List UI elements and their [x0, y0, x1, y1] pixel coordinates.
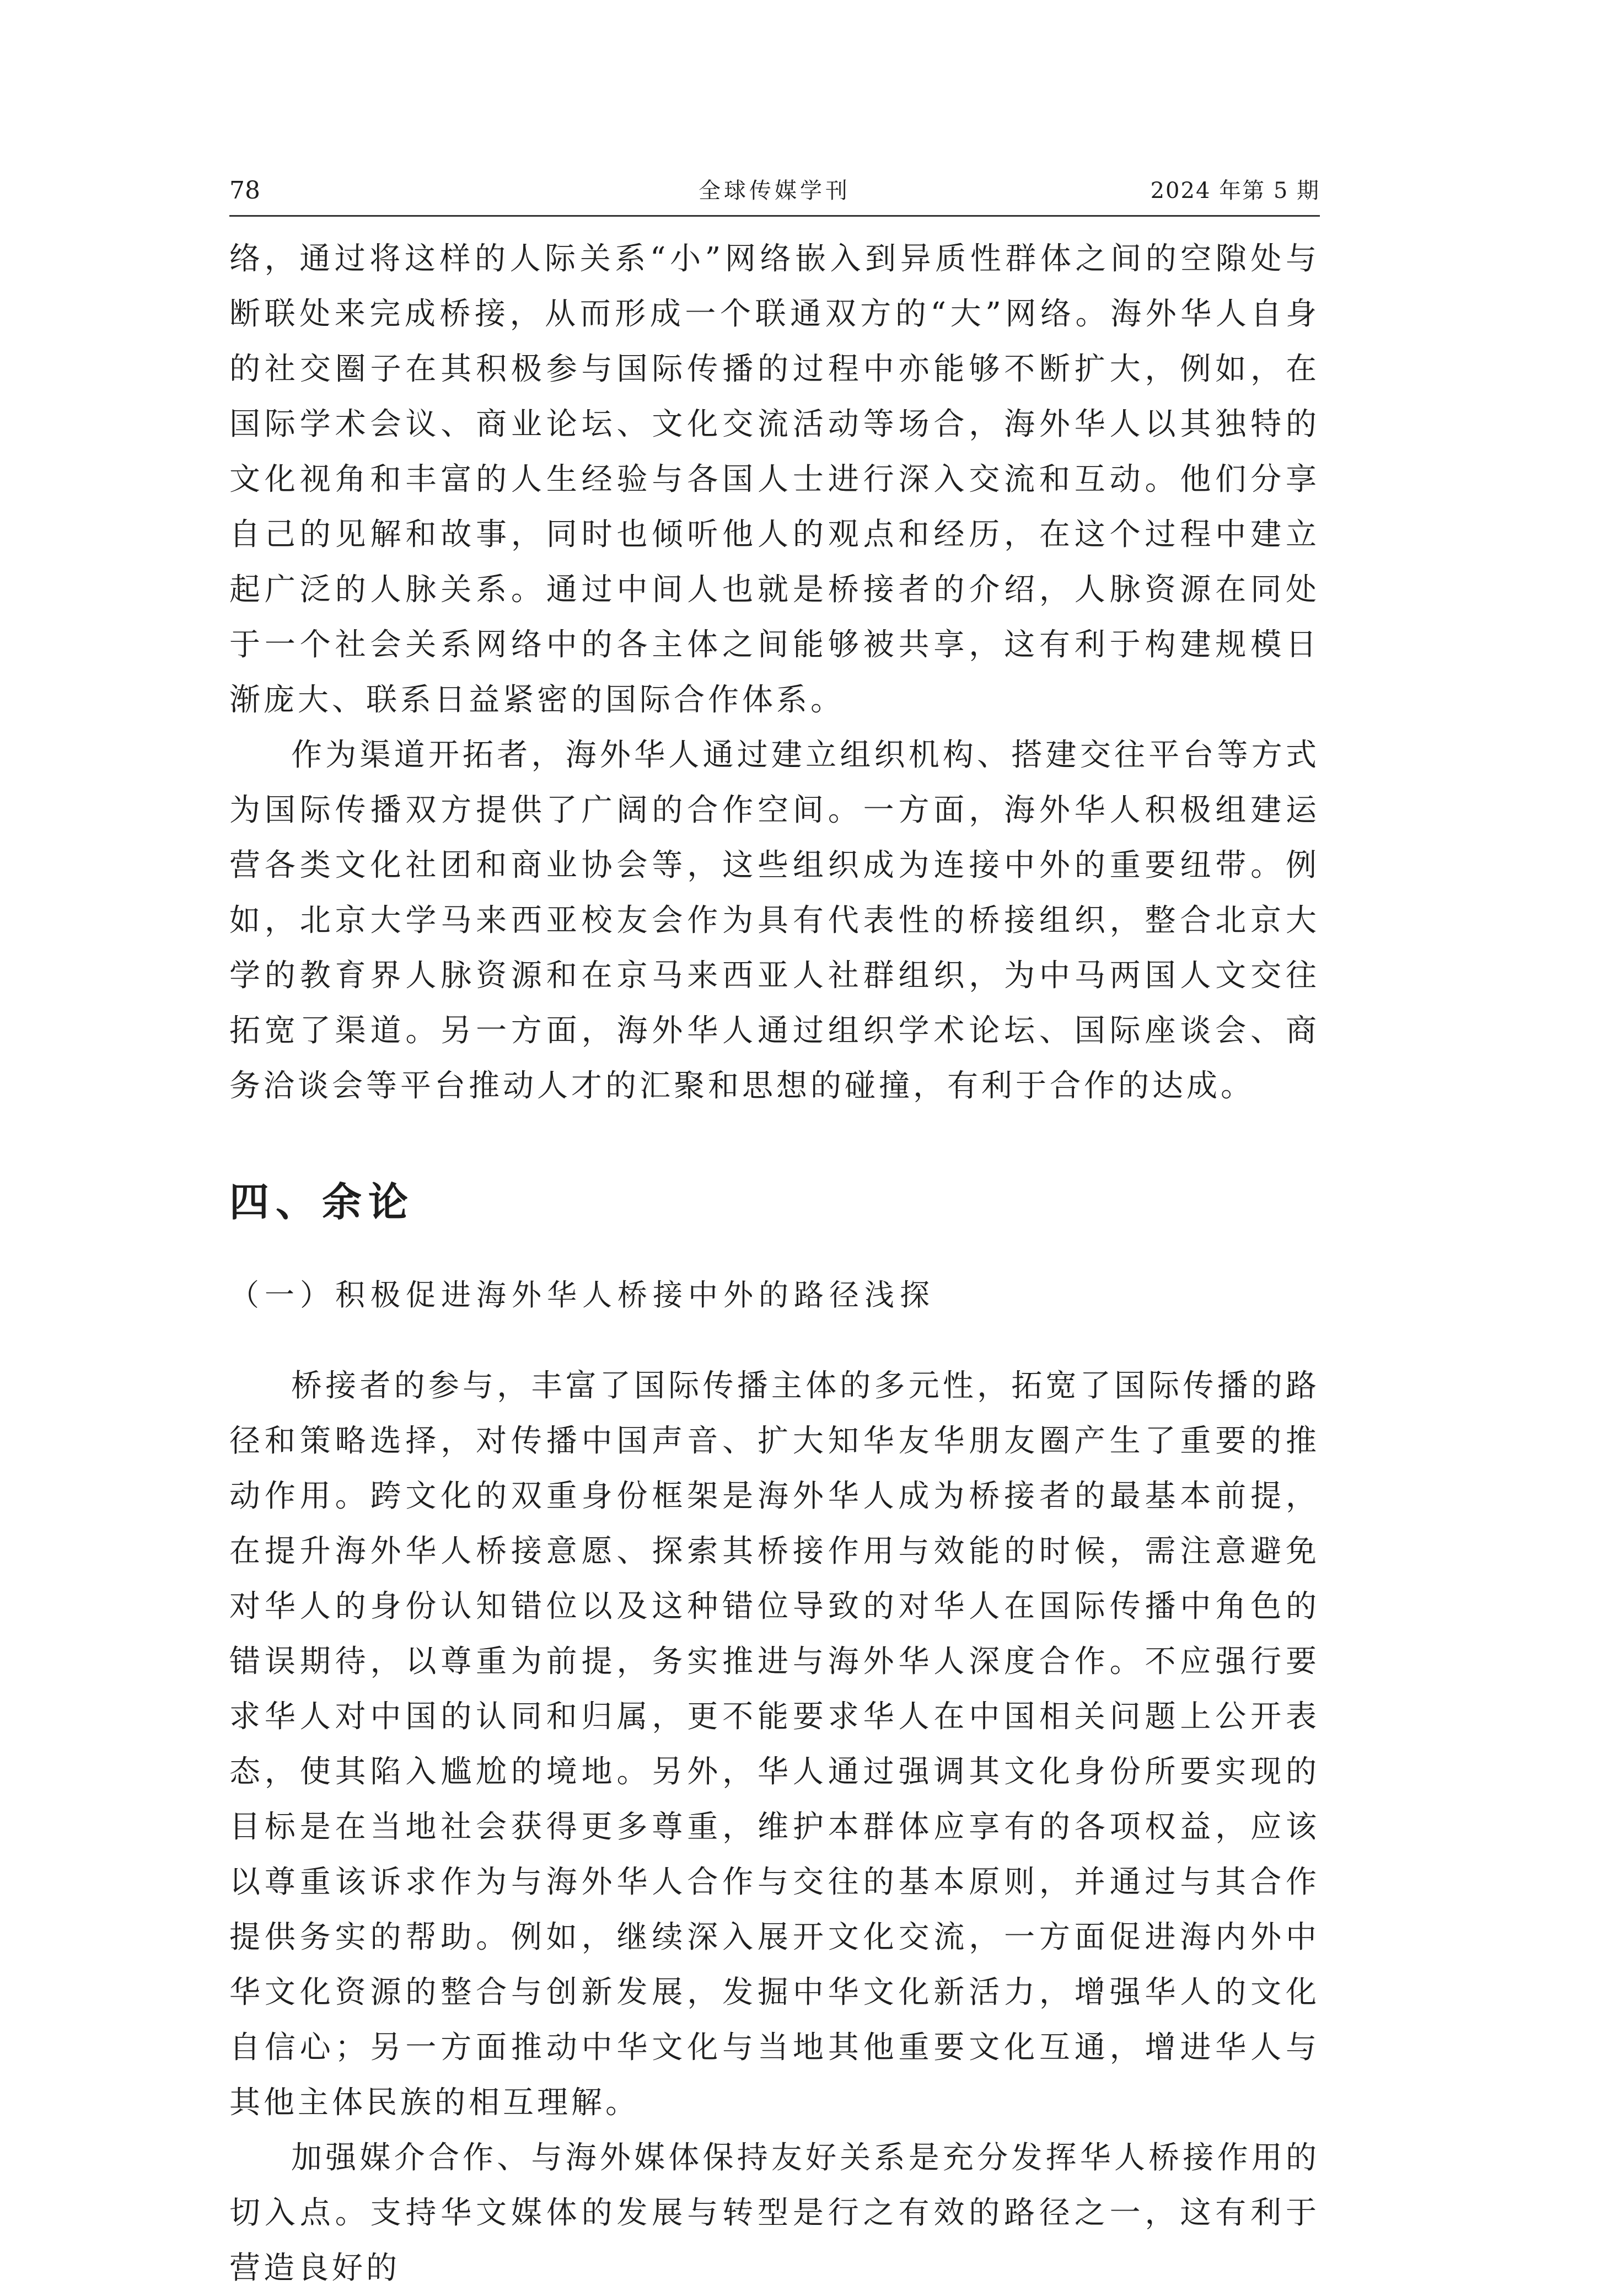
paragraph-channel-pioneer: 作为渠道开拓者，海外华人通过建立组织机构、搭建交往平台等方式为国际传播双方提供了广阔的合作空间。一方面，海外华人积极组建运营各类文化社团和商业协会等，这些组织成为连接中外的重要纽带。例如，北京大学马来西亚校友会作为具有代表性的桥接组织，整合北京大学的教育界人脉资源和在京马来西亚人社群组织，为中马两国人文交往拓宽了渠道。另一方面，海外华人通过组织学术论坛、国际座谈会、商务洽谈会等平台推动人才的汇聚和思想的碰撞，有利于合作的达成。 — [229, 737, 1320, 1104]
paragraph-bridging-participation: 桥接者的参与，丰富了国际传播主体的多元性，拓宽了国际传播的路径和策略选择，对传播中国声音、扩大知华友华朋友圈产生了重要的推动作用。跨文化的双重身份框架是海外华人成为桥接者的最基本前提，在提升海外华人桥接意愿、探索其桥接作用与效能的时候，需注意避免对华人的身份认知错位以及这种错位导致的对华人在国际传播中角色的错误期待，以尊重为前提，务实推进与海外华人深度合作。不应强行要求华人对中国的认同和归属，更不能要求华人在中国相关问题上公开表态，使其陷入尴尬的境地。另外，华人通过强调其文化身份所要实现的目标是在当地社会获得更多尊重，维护本群体应享有的各项权益，应该以尊重该诉求作为与海外华人合作与交往的基本原则，并通过与其合作提供务实的帮助。例如，继续深入展开文化交流，一方面促进海内外中华文化资源的整合与创新发展，发掘中华文化新活力，增强华人的文化自信心；另一方面推动中华文化与当地其他重要文化互通，增进华人与其他主体民族的相互理解。 — [229, 1368, 1320, 2121]
paragraph-media-cooperation: 加强媒介合作、与海外媒体保持友好关系是充分发挥华人桥接作用的切入点。支持华文媒体的发展与转型是行之有效的路径之一，这有利于营造良好的 — [229, 2140, 1320, 2286]
page-number: 78 — [229, 176, 260, 205]
subsection-heading: （一）积极促进海外华人桥接中外的路径浅探 — [229, 1278, 935, 1312]
issue-info: 2024 年第 5 期 — [1150, 178, 1320, 203]
paragraph-continuation: 络，通过将这样的人际关系“小”网络嵌入到异质性群体之间的空隙处与断联处来完成桥接，从而形成一个联通双方的“大”网络。海外华人自身的社交圈子在其积极参与国际传播的过程中亦能够不断扩大，例如，在国际学术会议、商业论坛、文化交流活动等场合，海外华人以其独特的文化视角和丰富的人生经验与各国人士进行深入交流和互动。他们分享自己的见解和故事，同时也倾听他人的观点和经历，在这个过程中建立起广泛的人脉关系。通过中间人也就是桥接者的介绍，人脉资源在同处于一个社会关系网络中的各主体之间能够被共享，这有利于构建规模日渐庞大、联系日益紧密的国际合作体系。 — [229, 241, 1320, 718]
section-heading: 四、余论 — [229, 1179, 415, 1225]
journal-title: 全球传媒学刊 — [699, 178, 851, 203]
running-header — [229, 175, 1320, 217]
article-body — [229, 232, 1320, 2296]
